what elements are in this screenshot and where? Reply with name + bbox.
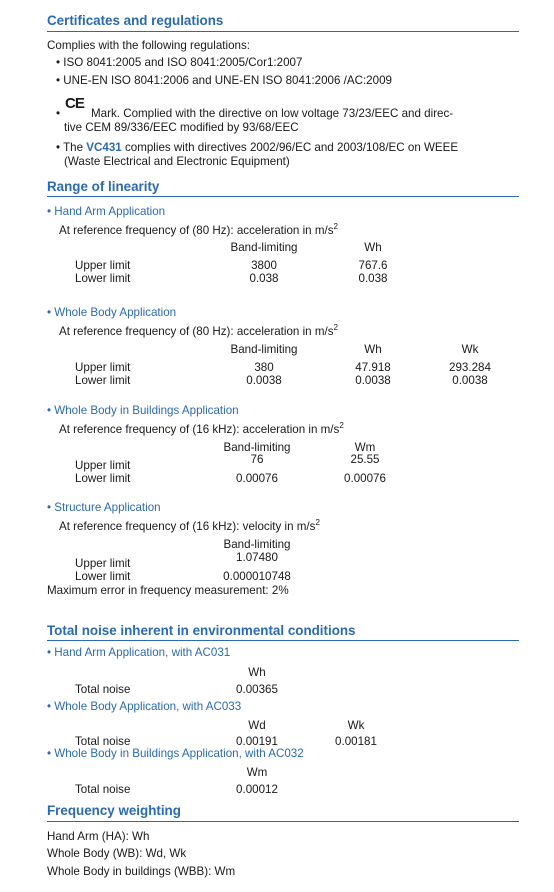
noise-heading: Total noise inherent in environmental conditions	[47, 623, 356, 638]
cert-ce-line2: tive CEM 89/336/EEC modified by 93/68/EEC	[64, 121, 299, 134]
ha-col-wh: Wh	[364, 241, 382, 254]
freq-heading-rule	[47, 821, 519, 822]
wbb-ref	[59, 423, 344, 436]
st-ref-text: At reference frequency of (16 kHz): velocity in m/s	[59, 520, 316, 533]
cert-item-vc431	[56, 141, 458, 154]
st-ref	[59, 520, 320, 533]
wb-ref-text: At reference frequency of (80 Hz): acceleration in m/s	[59, 325, 334, 338]
freq-wb: Whole Body (WB): Wd, Wk	[47, 847, 187, 860]
wbb-lower-wm: 0.00076	[344, 472, 386, 485]
wbb-upper-band: 76	[250, 453, 264, 466]
wbb-upper-label: Upper limit	[75, 459, 131, 472]
cert-heading-rule	[47, 31, 519, 32]
cert-heading: Certificates and regulations	[47, 13, 224, 28]
wbb-upper-wm: 25.55	[350, 453, 380, 466]
noise-wbb-val: 0.00012	[236, 783, 278, 796]
cert-une-text: UNE-EN ISO 8041:2006 and UNE-EN ISO 8041:2006 /AC:2009	[63, 74, 392, 87]
cert-ce-line1: Mark. Complied with the directive on low voltage 73/23/EEC and direc-	[91, 107, 454, 120]
wb-lower-band: 0.0038	[246, 374, 282, 387]
wbb-col-band: Band-limiting	[223, 441, 291, 454]
noise-ha-val: 0.00365	[236, 683, 278, 696]
wb-upper-band: 380	[254, 361, 274, 374]
noise-ha-col-wh: Wh	[248, 666, 266, 679]
st-upper-band: 1.07480	[236, 551, 278, 564]
cert-item-ce	[56, 107, 60, 120]
vc-prefix: The	[63, 141, 87, 154]
ha-ref	[59, 224, 338, 237]
noise-ha-label: Total noise	[75, 683, 131, 696]
vc-model: VC431	[86, 141, 122, 154]
linearity-heading-rule	[47, 196, 519, 197]
noise-heading-rule	[47, 640, 519, 641]
wb-lower-wk: 0.0038	[452, 374, 488, 387]
wb-col-wk: Wk	[461, 343, 479, 356]
noise-wb-val-wd: 0.00191	[236, 735, 278, 748]
noise-wb-title: • Whole Body Application, with AC033	[47, 700, 242, 713]
cert-iso-text: ISO 8041:2005 and ISO 8041:2005/Cor1:2007	[63, 56, 303, 69]
freq-wbb: Whole Body in buildings (WBB): Wm	[47, 865, 236, 878]
ha-lower-label: Lower limit	[75, 272, 131, 285]
noise-wb-col-wd: Wd	[248, 719, 266, 732]
cert-vc431-line2: (Waste Electrical and Electronic Equipment)	[64, 155, 290, 168]
ce-mark-icon: CE	[65, 95, 84, 112]
ha-ref-sup: 2	[333, 222, 338, 232]
ha-upper-wh: 767.6	[358, 259, 388, 272]
cert-item-une	[56, 74, 392, 87]
noise-wbb-col-wm: Wm	[246, 766, 268, 779]
bullet: •	[56, 56, 61, 69]
wbb-ref-text: At reference frequency of (16 kHz): acceleration in m/s	[59, 423, 340, 436]
ha-title: • Hand Arm Application	[47, 205, 166, 218]
wbb-col-wm: Wm	[354, 441, 376, 454]
cert-intro: Complies with the following regulations:	[47, 39, 250, 52]
wb-lower-label: Lower limit	[75, 374, 131, 387]
noise-wb-val-wk: 0.00181	[335, 735, 377, 748]
ha-col-band: Band-limiting	[230, 241, 298, 254]
noise-wbb-title: • Whole Body in Buildings Application, with AC032	[47, 747, 304, 760]
wbb-lower-band: 0.00076	[236, 472, 278, 485]
wb-upper-wk: 293.284	[449, 361, 491, 374]
noise-wb-label: Total noise	[75, 735, 131, 748]
ha-upper-label: Upper limit	[75, 259, 131, 272]
bullet: •	[56, 74, 61, 87]
st-ref-sup: 2	[315, 518, 320, 528]
st-lower-band: 0.000010748	[223, 570, 291, 583]
st-upper-label: Upper limit	[75, 557, 131, 570]
noise-wbb-label: Total noise	[75, 783, 131, 796]
st-title: • Structure Application	[47, 501, 161, 514]
wbb-ref-sup: 2	[339, 421, 344, 431]
wb-ref	[59, 325, 338, 338]
wb-lower-wh: 0.0038	[355, 374, 391, 387]
st-col-band: Band-limiting	[223, 538, 291, 551]
wb-upper-wh: 47.918	[355, 361, 391, 374]
ha-lower-wh: 0.038	[358, 272, 388, 285]
ha-ref-text: At reference frequency of (80 Hz): acceleration in m/s	[59, 224, 334, 237]
wbb-lower-label: Lower limit	[75, 472, 131, 485]
ha-lower-band: 0.038	[249, 272, 279, 285]
wb-ref-sup: 2	[333, 323, 338, 333]
freq-ha: Hand Arm (HA): Wh	[47, 830, 150, 843]
noise-wb-col-wk: Wk	[347, 719, 365, 732]
bullet: •	[56, 107, 61, 120]
freq-heading: Frequency weighting	[47, 803, 181, 818]
wbb-title: • Whole Body in Buildings Application	[47, 404, 239, 417]
wb-upper-label: Upper limit	[75, 361, 131, 374]
ha-upper-band: 3800	[251, 259, 277, 272]
wb-title: • Whole Body Application	[47, 306, 177, 319]
linearity-heading: Range of linearity	[47, 179, 160, 194]
wb-col-band: Band-limiting	[230, 343, 298, 356]
noise-ha-title: • Hand Arm Application, with AC031	[47, 646, 231, 659]
vc-rest: complies with directives 2002/96/EC and 2003/108/EC on WEEE	[121, 141, 459, 154]
st-lower-label: Lower limit	[75, 570, 131, 583]
max-error: Maximum error in frequency measurement: 2%	[47, 584, 289, 597]
wb-col-wh: Wh	[364, 343, 382, 356]
bullet: •	[56, 141, 61, 154]
cert-item-iso	[56, 56, 302, 69]
